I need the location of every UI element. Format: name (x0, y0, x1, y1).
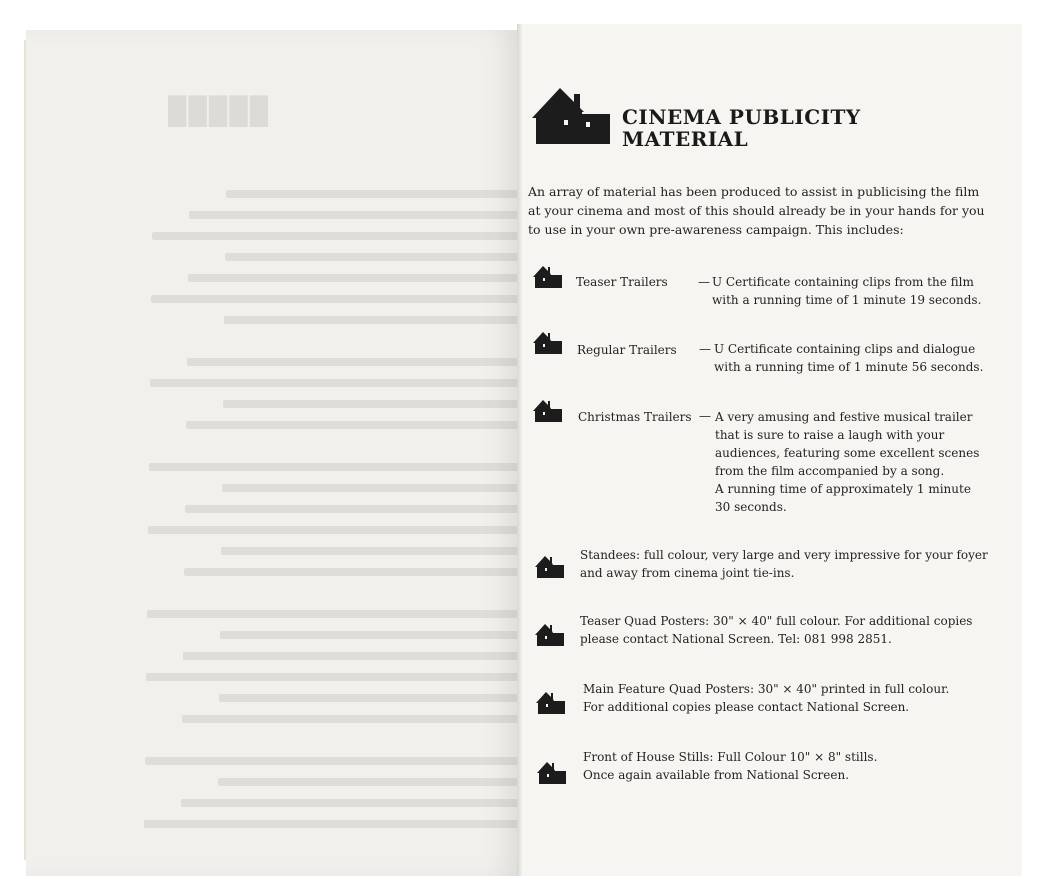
description-line: A running time of approximately 1 minute (715, 482, 971, 496)
item-text (580, 612, 972, 648)
show-through-line (150, 379, 526, 387)
house-icon (532, 330, 562, 354)
dash: — (698, 275, 710, 289)
house-icon (530, 84, 610, 144)
show-through-line (182, 715, 526, 723)
description-line: 30 seconds. (715, 500, 787, 514)
intro-line: to use in your own pre-awareness campaign. This includes: (528, 222, 904, 237)
item-text (583, 680, 949, 716)
item-line: Once again available from National Screen. (583, 768, 850, 782)
title-line: CINEMA PUBLICITY (622, 105, 861, 129)
show-through-line (225, 253, 526, 261)
show-through-line (222, 484, 526, 492)
show-through-line (147, 610, 526, 618)
show-through-line (224, 316, 526, 324)
show-through-line (187, 358, 526, 366)
item-line: and away from cinema joint tie-ins. (580, 566, 795, 580)
show-through-line (189, 211, 526, 219)
show-through-line (144, 820, 526, 828)
house-icon (534, 554, 564, 578)
house-icon (532, 398, 562, 422)
house-icon (532, 264, 562, 288)
description-line: A very amusing and festive musical trailer (715, 410, 973, 424)
title-line: MATERIAL (622, 127, 749, 151)
item-line: Main Feature Quad Posters: 30" × 40" printed in full colour. (583, 682, 950, 696)
house-icon (534, 622, 564, 646)
house-icon (536, 760, 566, 784)
show-through-line (149, 463, 526, 471)
item-line: please contact National Screen. Tel: 081 998 2851. (580, 632, 892, 646)
description-line: U Certificate containing clips from the film (712, 275, 974, 289)
item-line: Front of House Stills: Full Colour 10" × 8" stills. (583, 750, 878, 764)
show-through-line (145, 757, 526, 765)
page-title (622, 106, 861, 150)
show-through-line (146, 673, 526, 681)
intro-line: at your cinema and most of this should already be in your hands for you (528, 203, 985, 218)
dash: — (699, 342, 711, 356)
show-through-line (184, 568, 526, 576)
right-page (522, 24, 1022, 876)
trailer-description (715, 408, 995, 516)
show-through-line (152, 232, 526, 240)
item-text (583, 748, 877, 784)
item-line: Standees: full colour, very large and very impressive for your foyer (580, 548, 988, 562)
show-through-line (221, 547, 526, 555)
show-through-line (188, 274, 526, 282)
show-through-line (218, 778, 526, 786)
description-line: audiences, featuring some excellent scenes (715, 446, 980, 460)
description-line: with a running time of 1 minute 19 seconds. (712, 293, 982, 307)
show-through-line (181, 799, 526, 807)
left-page (26, 30, 520, 876)
item-text (580, 546, 988, 582)
trailer-label: Christmas Trailers (578, 410, 692, 424)
show-through-line (219, 694, 526, 702)
description-line: U Certificate containing clips and dialogue (714, 342, 976, 356)
show-through-line (223, 400, 526, 408)
description-line: that is sure to raise a laugh with your (715, 428, 945, 442)
show-through-line (151, 295, 526, 303)
show-through-line (220, 631, 526, 639)
dash: — (699, 409, 711, 423)
trailer-description (712, 273, 992, 309)
intro-paragraph (528, 182, 1008, 239)
show-through-line (186, 421, 526, 429)
show-through-line (148, 526, 526, 534)
item-line: Teaser Quad Posters: 30" × 40" full colour. For additional copies (580, 614, 973, 628)
show-through-line (185, 505, 526, 513)
item-line: For additional copies please contact National Screen. (583, 700, 910, 714)
trailer-description (714, 340, 994, 376)
house-icon (535, 690, 565, 714)
description-line: with a running time of 1 minute 56 seconds. (714, 360, 984, 374)
show-through-text: █████ (96, 30, 546, 876)
trailer-label: Regular Trailers (577, 343, 677, 357)
show-through-line (226, 190, 526, 198)
trailer-label: Teaser Trailers (576, 275, 668, 289)
intro-line: An array of material has been produced to assist in publicising the film (528, 184, 980, 199)
show-through-line (183, 652, 526, 660)
description-line: from the film accompanied by a song. (715, 464, 945, 478)
